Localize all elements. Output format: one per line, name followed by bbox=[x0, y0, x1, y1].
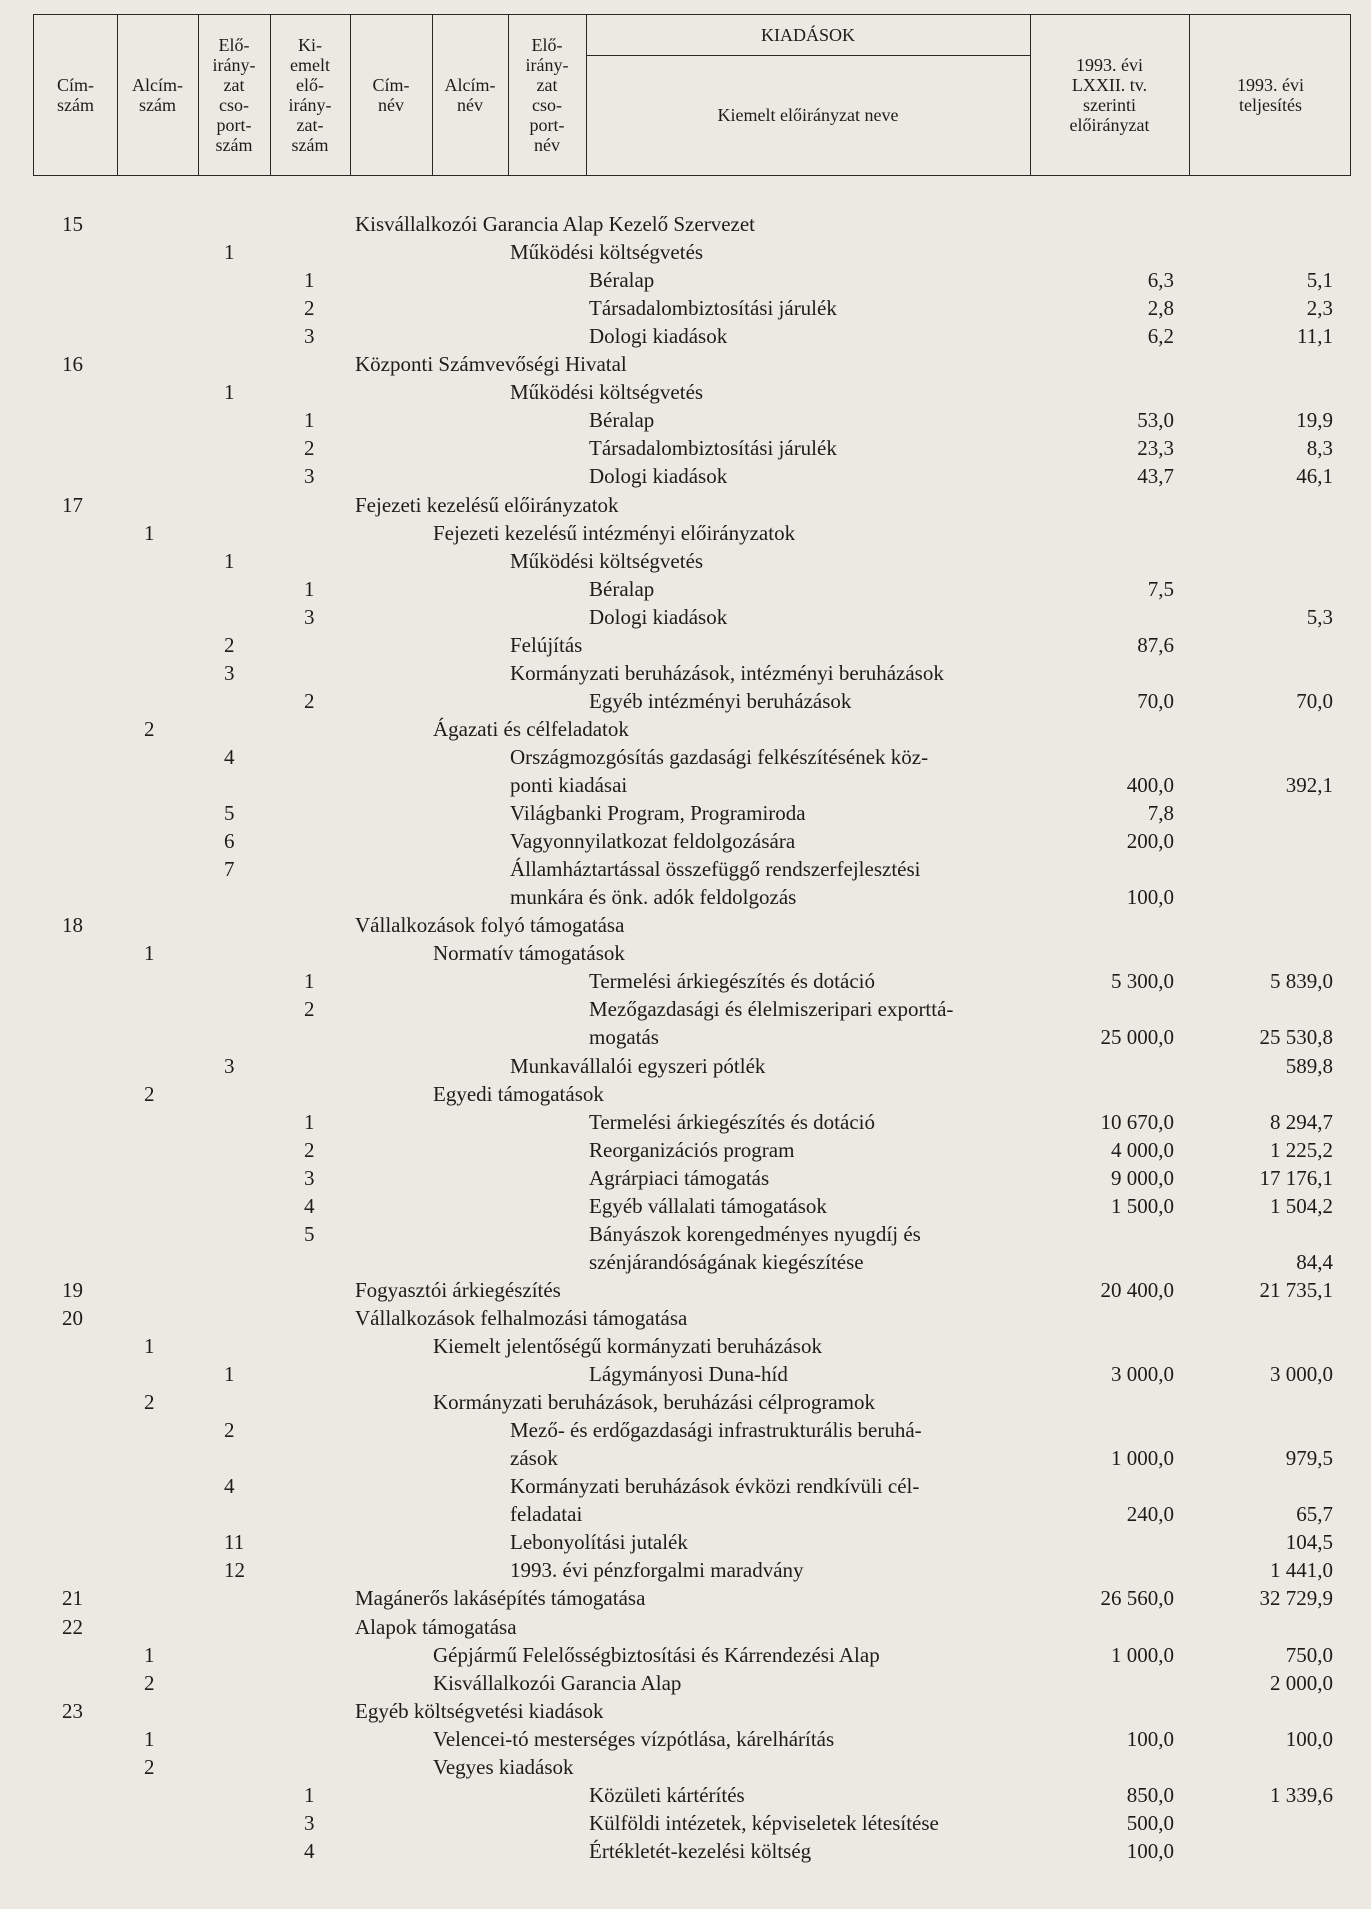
kiemelt-eloiranyzat-szam: 3 bbox=[304, 1810, 315, 1835]
alcim-szam: 2 bbox=[144, 1754, 155, 1779]
item-name: Országmozgósítás gazdasági felkészítésének köz- bbox=[510, 744, 929, 769]
item-name: Lágymányosi Duna-híd bbox=[589, 1362, 788, 1387]
teljesites-value: 65,7 bbox=[1296, 1502, 1333, 1527]
teljesites-value: 11,1 bbox=[1297, 324, 1333, 349]
table-row bbox=[0, 491, 1371, 519]
eloiranyzat-value: 1 000,0 bbox=[1111, 1642, 1174, 1667]
teljesites-value: 3 000,0 bbox=[1270, 1362, 1333, 1387]
item-name: mogatás bbox=[589, 1025, 659, 1050]
teljesites-value: 21 735,1 bbox=[1259, 1277, 1333, 1302]
item-name: feladatai bbox=[510, 1502, 583, 1527]
kiemelt-eloiranyzat-szam: 4 bbox=[304, 1838, 315, 1863]
teljesites-value: 84,4 bbox=[1296, 1249, 1333, 1274]
item-name: Dologi kiadások bbox=[589, 324, 728, 349]
eloiranyzat-value: 4 000,0 bbox=[1111, 1137, 1174, 1162]
item-name: Kiemelt jelentőségű kormányzati beruházások bbox=[433, 1334, 822, 1358]
eloiranyzat-csoport-szam: 6 bbox=[224, 829, 235, 854]
item-name: szénjárandóságának kiegészítése bbox=[589, 1249, 864, 1274]
table-row bbox=[0, 322, 1371, 350]
table-row bbox=[0, 406, 1371, 434]
table-row bbox=[0, 743, 1371, 771]
eloiranyzat-value: 10 670,0 bbox=[1100, 1109, 1174, 1134]
table-row bbox=[0, 1164, 1371, 1192]
eloiranyzat-value: 240,0 bbox=[1126, 1502, 1174, 1527]
item-name: Termelési árkiegészítés és dotáció bbox=[589, 969, 875, 994]
table-row bbox=[0, 462, 1371, 490]
item-name: Egyéb költségvetési kiadások bbox=[355, 1698, 604, 1723]
eloiranyzat-value: 100,0 bbox=[1126, 1726, 1174, 1751]
table-row bbox=[0, 1472, 1371, 1500]
teljesites-value: 5,3 bbox=[1306, 604, 1333, 629]
eloiranyzat-value: 200,0 bbox=[1126, 829, 1174, 854]
kiemelt-eloiranyzat-szam: 2 bbox=[304, 688, 315, 713]
item-name: Külföldi intézetek, képviseletek létesítése bbox=[589, 1810, 939, 1835]
item-name: Reorganizációs program bbox=[589, 1137, 795, 1162]
header-eloiranyzat-1993: 1993. évi LXXII. tv. szerinti előirányzat bbox=[1069, 55, 1150, 135]
table-row bbox=[0, 1416, 1371, 1444]
eloiranyzat-csoport-szam: 3 bbox=[224, 1053, 235, 1078]
header-cimszam: Cím- szám bbox=[56, 75, 94, 115]
eloiranyzat-value: 7,8 bbox=[1147, 801, 1174, 826]
eloiranyzat-value: 70,0 bbox=[1137, 688, 1174, 713]
table-row bbox=[0, 519, 1371, 547]
alcim-szam: 2 bbox=[144, 1670, 155, 1695]
table-row bbox=[0, 1304, 1371, 1332]
eloiranyzat-value: 100,0 bbox=[1126, 1838, 1174, 1863]
table-row bbox=[0, 1332, 1371, 1360]
table-row bbox=[0, 1697, 1371, 1725]
table-row bbox=[0, 1556, 1371, 1584]
table-row bbox=[0, 1669, 1371, 1697]
table-row bbox=[0, 1080, 1371, 1108]
table-row bbox=[0, 266, 1371, 294]
teljesites-value: 70,0 bbox=[1296, 688, 1333, 713]
kiemelt-eloiranyzat-szam: 1 bbox=[304, 1782, 315, 1807]
item-name: Lebonyolítási jutalék bbox=[510, 1530, 688, 1555]
table-row bbox=[0, 939, 1371, 967]
kiemelt-eloiranyzat-szam: 2 bbox=[304, 296, 315, 321]
teljesites-value: 100,0 bbox=[1285, 1726, 1333, 1751]
table-row bbox=[0, 547, 1371, 575]
item-name: Alapok támogatása bbox=[355, 1614, 517, 1639]
table-row bbox=[0, 967, 1371, 995]
teljesites-value: 589,8 bbox=[1285, 1053, 1333, 1078]
eloiranyzat-value: 87,6 bbox=[1137, 632, 1174, 657]
eloiranyzat-csoport-szam: 4 bbox=[224, 744, 235, 769]
table-row bbox=[0, 210, 1371, 238]
table-row bbox=[0, 1837, 1371, 1865]
table-row bbox=[0, 883, 1371, 911]
table-row bbox=[0, 1248, 1371, 1276]
table-row bbox=[0, 1500, 1371, 1528]
eloiranyzat-value: 1 000,0 bbox=[1111, 1446, 1174, 1471]
header-kiemelt-eloiranyzatszam: Ki- emelt elő- irány- zat- szám bbox=[288, 35, 332, 155]
item-name: ponti kiadásai bbox=[510, 773, 628, 797]
kiemelt-eloiranyzat-szam: 3 bbox=[304, 324, 315, 349]
kiemelt-eloiranyzat-szam: 1 bbox=[304, 408, 315, 433]
table-row bbox=[0, 1725, 1371, 1753]
table-row bbox=[0, 1809, 1371, 1837]
table-header bbox=[33, 14, 1351, 176]
teljesites-value: 1 441,0 bbox=[1270, 1558, 1333, 1583]
teljesites-value: 1 504,2 bbox=[1270, 1193, 1333, 1218]
kiemelt-eloiranyzat-szam: 1 bbox=[304, 969, 315, 994]
eloiranyzat-value: 6,2 bbox=[1147, 324, 1174, 349]
item-name: Agrárpiaci támogatás bbox=[589, 1165, 770, 1190]
item-name: Működési költségvetés bbox=[510, 548, 704, 573]
teljesites-value: 8,3 bbox=[1306, 436, 1333, 461]
item-name: Munkavállalói egyszeri pótlék bbox=[510, 1053, 766, 1078]
eloiranyzat-csoport-szam: 2 bbox=[224, 632, 235, 657]
cim-szam: 16 bbox=[62, 352, 83, 377]
alcim-szam: 1 bbox=[144, 941, 155, 966]
item-name: Világbanki Program, Programiroda bbox=[510, 801, 806, 826]
table-row bbox=[0, 1613, 1371, 1641]
header-eloiranyzat-csoportszam: Elő- irány- zat cso- port- szám bbox=[212, 35, 256, 155]
item-name: Kisvállalkozói Garancia Alap bbox=[433, 1670, 682, 1695]
table-row bbox=[0, 715, 1371, 743]
item-name: Kisvállalkozói Garancia Alap Kezelő Szervezet bbox=[355, 212, 755, 236]
table-row bbox=[0, 1136, 1371, 1164]
cim-szam: 22 bbox=[62, 1614, 83, 1639]
eloiranyzat-value: 7,5 bbox=[1147, 576, 1174, 601]
item-name: Működési költségvetés bbox=[510, 380, 704, 405]
eloiranyzat-value: 500,0 bbox=[1126, 1810, 1174, 1835]
header-kiadasok: KIADÁSOK bbox=[761, 25, 855, 45]
teljesites-value: 392,1 bbox=[1285, 773, 1333, 797]
cim-szam: 18 bbox=[62, 913, 83, 938]
alcim-szam: 1 bbox=[144, 520, 155, 545]
item-name: Bányászok korengedményes nyugdíj és bbox=[589, 1221, 921, 1246]
table-row bbox=[0, 1444, 1371, 1472]
eloiranyzat-value: 25 000,0 bbox=[1100, 1025, 1174, 1050]
item-name: Fejezeti kezelésű intézményi előirányzatok bbox=[433, 520, 796, 545]
table-row bbox=[0, 1753, 1371, 1781]
eloiranyzat-value: 23,3 bbox=[1137, 436, 1174, 461]
table-row bbox=[0, 631, 1371, 659]
eloiranyzat-value: 850,0 bbox=[1126, 1782, 1174, 1807]
teljesites-value: 25 530,8 bbox=[1259, 1025, 1333, 1050]
teljesites-value: 32 729,9 bbox=[1259, 1586, 1333, 1611]
table-row bbox=[0, 1276, 1371, 1304]
eloiranyzat-value: 6,3 bbox=[1147, 268, 1174, 293]
teljesites-value: 104,5 bbox=[1285, 1530, 1333, 1555]
eloiranyzat-csoport-szam: 2 bbox=[224, 1418, 235, 1443]
table-row bbox=[0, 238, 1371, 266]
header-teljesites-1993: 1993. évi teljesítés bbox=[1237, 75, 1304, 115]
item-name: Társadalombiztosítási járulék bbox=[589, 296, 837, 321]
table-row bbox=[0, 827, 1371, 855]
table-row bbox=[0, 911, 1371, 939]
table-row bbox=[0, 603, 1371, 631]
header-cimnev: Cím- név bbox=[372, 75, 410, 115]
item-name: munkára és önk. adók feldolgozás bbox=[510, 885, 797, 910]
teljesites-value: 2,3 bbox=[1306, 296, 1333, 321]
item-name: Vegyes kiadások bbox=[433, 1754, 574, 1779]
item-name: Mező- és erdőgazdasági infrastrukturális beruhá- bbox=[510, 1418, 922, 1443]
eloiranyzat-csoport-szam: 7 bbox=[224, 857, 235, 882]
kiemelt-eloiranyzat-szam: 3 bbox=[304, 464, 315, 489]
cim-szam: 19 bbox=[62, 1277, 83, 1302]
teljesites-value: 750,0 bbox=[1285, 1642, 1333, 1667]
item-name: Fejezeti kezelésű előirányzatok bbox=[355, 492, 619, 517]
kiemelt-eloiranyzat-szam: 2 bbox=[304, 997, 315, 1022]
kiemelt-eloiranyzat-szam: 4 bbox=[304, 1193, 315, 1218]
item-name: Dologi kiadások bbox=[589, 604, 728, 629]
table-row bbox=[0, 1192, 1371, 1220]
eloiranyzat-value: 1 500,0 bbox=[1111, 1193, 1174, 1218]
item-name: 1993. évi pénzforgalmi maradvány bbox=[510, 1558, 804, 1583]
item-name: Működési költségvetés bbox=[510, 240, 704, 265]
item-name: Kormányzati beruházások, intézményi beruházások bbox=[510, 660, 944, 685]
kiemelt-eloiranyzat-szam: 3 bbox=[304, 604, 315, 629]
table-row bbox=[0, 575, 1371, 603]
item-name: Béralap bbox=[589, 576, 655, 601]
teljesites-value: 17 176,1 bbox=[1259, 1165, 1333, 1190]
item-name: Fogyasztói árkiegészítés bbox=[355, 1277, 561, 1302]
item-name: Közületi kártérítés bbox=[589, 1782, 745, 1807]
eloiranyzat-csoport-szam: 1 bbox=[224, 548, 235, 573]
eloiranyzat-value: 20 400,0 bbox=[1100, 1277, 1174, 1302]
table-row bbox=[0, 1528, 1371, 1556]
header-alcimszam: Alcím- szám bbox=[132, 75, 183, 115]
teljesites-value: 5,1 bbox=[1306, 268, 1333, 293]
eloiranyzat-value: 9 000,0 bbox=[1111, 1165, 1174, 1190]
item-name: Kormányzati beruházások évközi rendkívüli cél- bbox=[510, 1474, 920, 1499]
item-name: Ágazati és célfeladatok bbox=[433, 716, 629, 741]
alcim-szam: 1 bbox=[144, 1642, 155, 1667]
teljesites-value: 46,1 bbox=[1296, 464, 1333, 489]
eloiranyzat-csoport-szam: 4 bbox=[224, 1474, 235, 1499]
item-name: Mezőgazdasági és élelmiszeripari exporttá- bbox=[589, 997, 954, 1022]
kiemelt-eloiranyzat-szam: 1 bbox=[304, 576, 315, 601]
table-row bbox=[0, 687, 1371, 715]
alcim-szam: 2 bbox=[144, 716, 155, 741]
kiemelt-eloiranyzat-szam: 1 bbox=[304, 268, 315, 293]
table-row bbox=[0, 294, 1371, 322]
item-name: Béralap bbox=[589, 268, 655, 293]
eloiranyzat-csoport-szam: 11 bbox=[224, 1530, 245, 1555]
eloiranyzat-csoport-szam: 1 bbox=[224, 380, 235, 405]
item-name: Értékletét-kezelési költség bbox=[589, 1838, 812, 1863]
item-name: Magánerős lakásépítés támogatása bbox=[355, 1586, 646, 1611]
table-row bbox=[0, 1781, 1371, 1809]
item-name: Központi Számvevőségi Hivatal bbox=[355, 352, 627, 377]
cim-szam: 21 bbox=[62, 1586, 83, 1611]
item-name: Normatív támogatások bbox=[433, 941, 625, 966]
eloiranyzat-value: 3 000,0 bbox=[1111, 1362, 1174, 1387]
kiemelt-eloiranyzat-szam: 2 bbox=[304, 1137, 315, 1162]
cim-szam: 15 bbox=[62, 212, 83, 236]
table-row bbox=[0, 1052, 1371, 1080]
table-row bbox=[0, 1388, 1371, 1416]
teljesites-value: 1 225,2 bbox=[1270, 1137, 1333, 1162]
table-row bbox=[0, 1584, 1371, 1612]
item-name: Egyéb intézményi beruházások bbox=[589, 688, 852, 713]
kiemelt-eloiranyzat-szam: 2 bbox=[304, 436, 315, 461]
item-name: Egyéb vállalati támogatások bbox=[589, 1193, 827, 1218]
teljesites-value: 19,9 bbox=[1296, 408, 1333, 433]
item-name: Államháztartással összefüggő rendszerfejlesztési bbox=[510, 857, 921, 882]
eloiranyzat-csoport-szam: 1 bbox=[224, 1362, 235, 1387]
table-row bbox=[0, 659, 1371, 687]
item-name: Vállalkozások felhalmozási támogatása bbox=[355, 1305, 688, 1330]
cim-szam: 20 bbox=[62, 1305, 83, 1330]
table-row bbox=[0, 1220, 1371, 1248]
table-row bbox=[0, 434, 1371, 462]
eloiranyzat-value: 5 300,0 bbox=[1111, 969, 1174, 994]
alcim-szam: 1 bbox=[144, 1334, 155, 1358]
header-alcimnev: Alcím- név bbox=[444, 75, 496, 115]
eloiranyzat-csoport-szam: 1 bbox=[224, 240, 235, 265]
table-row bbox=[0, 1023, 1371, 1051]
eloiranyzat-value: 400,0 bbox=[1126, 773, 1174, 797]
table-row bbox=[0, 1641, 1371, 1669]
eloiranyzat-value: 100,0 bbox=[1126, 885, 1174, 910]
header-eloiranyzat-csoportnev: Elő- irány- zat cso- port- név bbox=[525, 35, 569, 155]
teljesites-value: 2 000,0 bbox=[1270, 1670, 1333, 1695]
table-row bbox=[0, 771, 1371, 799]
kiemelt-eloiranyzat-szam: 5 bbox=[304, 1221, 315, 1246]
cim-szam: 17 bbox=[62, 492, 83, 517]
item-name: Dologi kiadások bbox=[589, 464, 728, 489]
teljesites-value: 979,5 bbox=[1285, 1446, 1333, 1471]
item-name: Felújítás bbox=[510, 632, 583, 657]
table-row bbox=[0, 995, 1371, 1023]
item-name: Béralap bbox=[589, 408, 655, 433]
table-row bbox=[0, 1360, 1371, 1388]
kiemelt-eloiranyzat-szam: 3 bbox=[304, 1165, 315, 1190]
item-name: Társadalombiztosítási járulék bbox=[589, 436, 837, 461]
item-name: zások bbox=[510, 1446, 558, 1471]
eloiranyzat-value: 43,7 bbox=[1137, 464, 1174, 489]
item-name: Vagyonnyilatkozat feldolgozására bbox=[510, 829, 796, 854]
item-name: Vállalkozások folyó támogatása bbox=[355, 913, 625, 938]
table-row bbox=[0, 378, 1371, 406]
cim-szam: 23 bbox=[62, 1698, 83, 1723]
header-kiemelt-nev: Kiemelt előirányzat neve bbox=[717, 105, 899, 125]
item-name: Egyedi támogatások bbox=[433, 1081, 604, 1106]
eloiranyzat-value: 2,8 bbox=[1147, 296, 1174, 321]
eloiranyzat-value: 26 560,0 bbox=[1100, 1586, 1174, 1611]
alcim-szam: 2 bbox=[144, 1081, 155, 1106]
table-row bbox=[0, 350, 1371, 378]
eloiranyzat-value: 53,0 bbox=[1137, 408, 1174, 433]
teljesites-value: 8 294,7 bbox=[1270, 1109, 1333, 1134]
eloiranyzat-csoport-szam: 5 bbox=[224, 801, 235, 826]
table-row bbox=[0, 1108, 1371, 1136]
eloiranyzat-csoport-szam: 3 bbox=[224, 660, 235, 685]
item-name: Gépjármű Felelősségbiztosítási és Kárrendezési Alap bbox=[433, 1642, 880, 1667]
item-name: Termelési árkiegészítés és dotáció bbox=[589, 1109, 875, 1134]
alcim-szam: 2 bbox=[144, 1390, 155, 1415]
eloiranyzat-csoport-szam: 12 bbox=[224, 1558, 245, 1583]
table-row bbox=[0, 855, 1371, 883]
teljesites-value: 1 339,6 bbox=[1270, 1782, 1333, 1807]
item-name: Kormányzati beruházások, beruházási célprogramok bbox=[433, 1390, 875, 1415]
teljesites-value: 5 839,0 bbox=[1270, 969, 1333, 994]
kiemelt-eloiranyzat-szam: 1 bbox=[304, 1109, 315, 1134]
table-row bbox=[0, 799, 1371, 827]
item-name: Velencei-tó mesterséges vízpótlása, kárelhárítás bbox=[433, 1726, 835, 1751]
alcim-szam: 1 bbox=[144, 1726, 155, 1751]
